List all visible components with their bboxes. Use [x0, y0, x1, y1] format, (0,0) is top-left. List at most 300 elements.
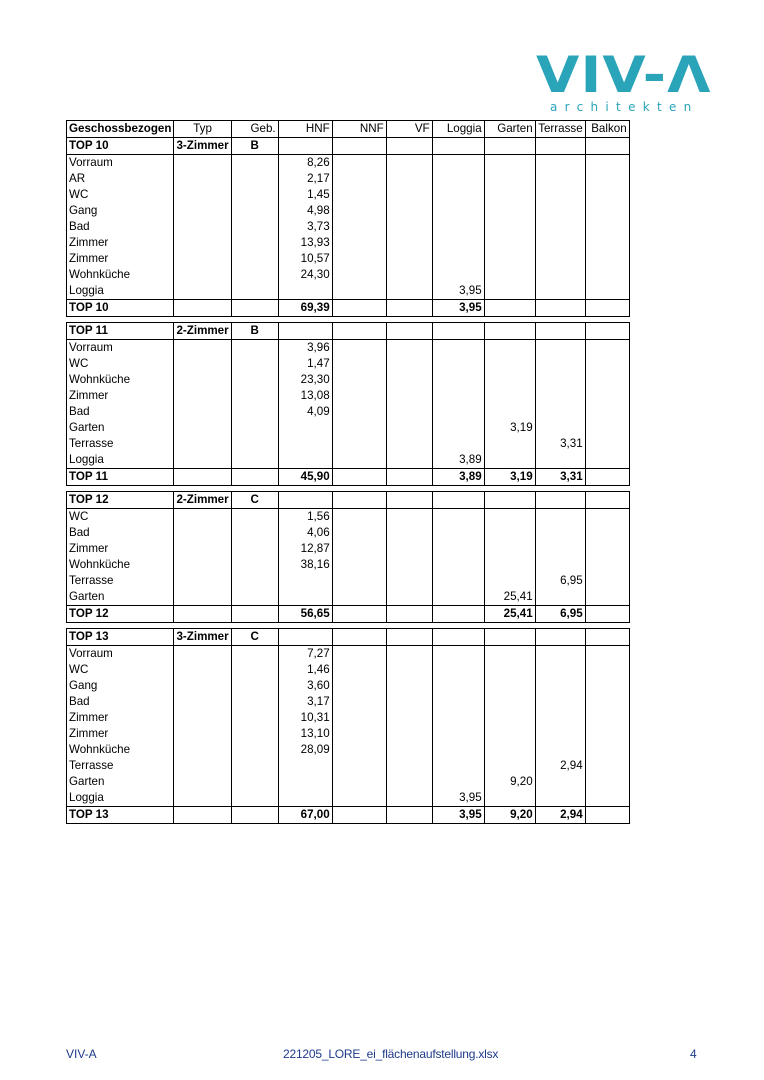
room-hnf [278, 452, 332, 469]
unit-geb: B [231, 138, 278, 155]
footer-filename: 221205_LORE_ei_flächenaufstellung.xlsx [283, 1047, 499, 1061]
room-geb [231, 171, 278, 187]
empty-cell [386, 323, 432, 340]
room-nnf [332, 790, 386, 807]
room-row [67, 573, 630, 589]
room-name: Loggia [67, 283, 174, 300]
room-vf [386, 420, 432, 436]
col-header-vf: VF [386, 121, 432, 138]
room-vf [386, 589, 432, 606]
room-name: Gang [67, 678, 174, 694]
room-name: Zimmer [67, 235, 174, 251]
room-terrasse [535, 420, 585, 436]
room-terrasse [535, 404, 585, 420]
room-nnf [332, 557, 386, 573]
room-nnf [332, 219, 386, 235]
room-row [67, 283, 630, 300]
room-garten [484, 758, 535, 774]
total-garten: 9,20 [484, 807, 535, 824]
empty-cell [386, 138, 432, 155]
room-geb [231, 404, 278, 420]
room-loggia [432, 573, 484, 589]
total-hnf: 67,00 [278, 807, 332, 824]
room-garten [484, 404, 535, 420]
room-terrasse [535, 219, 585, 235]
room-garten [484, 372, 535, 388]
room-hnf: 24,30 [278, 267, 332, 283]
room-typ [174, 388, 231, 404]
room-loggia [432, 372, 484, 388]
room-balkon [585, 790, 629, 807]
room-balkon [585, 694, 629, 710]
room-balkon [585, 283, 629, 300]
empty-cell [535, 629, 585, 646]
room-garten [484, 219, 535, 235]
room-row [67, 678, 630, 694]
total-vf [386, 606, 432, 623]
room-nnf [332, 283, 386, 300]
room-vf [386, 742, 432, 758]
room-nnf [332, 726, 386, 742]
room-vf [386, 372, 432, 388]
room-hnf: 10,57 [278, 251, 332, 267]
room-name: Garten [67, 589, 174, 606]
room-nnf [332, 203, 386, 219]
room-row [67, 235, 630, 251]
total-name: TOP 10 [67, 300, 174, 317]
room-loggia [432, 187, 484, 203]
room-hnf: 28,09 [278, 742, 332, 758]
room-vf [386, 203, 432, 219]
room-geb [231, 388, 278, 404]
room-row [67, 404, 630, 420]
empty-cell [535, 138, 585, 155]
room-loggia [432, 589, 484, 606]
room-vf [386, 356, 432, 372]
room-name: Bad [67, 694, 174, 710]
unit-name: TOP 13 [67, 629, 174, 646]
room-vf [386, 758, 432, 774]
room-hnf [278, 774, 332, 790]
room-balkon [585, 509, 629, 526]
room-garten [484, 694, 535, 710]
empty-cell [332, 629, 386, 646]
unit-typ: 2-Zimmer [174, 323, 231, 340]
total-geb [231, 606, 278, 623]
room-hnf: 38,16 [278, 557, 332, 573]
room-hnf: 10,31 [278, 710, 332, 726]
room-name: Loggia [67, 452, 174, 469]
area-table [66, 120, 630, 824]
room-terrasse: 3,31 [535, 436, 585, 452]
room-vf [386, 557, 432, 573]
room-terrasse [535, 267, 585, 283]
room-vf [386, 726, 432, 742]
total-nnf [332, 469, 386, 486]
logo-subtitle: architekten [550, 100, 699, 114]
room-garten [484, 710, 535, 726]
empty-cell [278, 323, 332, 340]
total-vf [386, 807, 432, 824]
room-hnf [278, 436, 332, 452]
unit-geb: C [231, 492, 278, 509]
room-typ [174, 790, 231, 807]
room-geb [231, 420, 278, 436]
room-name: Wohnküche [67, 372, 174, 388]
total-nnf [332, 807, 386, 824]
room-vf [386, 404, 432, 420]
room-balkon [585, 187, 629, 203]
room-garten: 25,41 [484, 589, 535, 606]
room-nnf [332, 758, 386, 774]
room-nnf [332, 235, 386, 251]
room-name: Vorraum [67, 646, 174, 663]
room-name: Zimmer [67, 388, 174, 404]
room-garten [484, 251, 535, 267]
room-loggia [432, 203, 484, 219]
room-vf [386, 155, 432, 172]
unit-total-row [67, 300, 630, 317]
room-hnf: 2,17 [278, 171, 332, 187]
room-typ [174, 646, 231, 663]
room-vf [386, 541, 432, 557]
room-row [67, 726, 630, 742]
total-geb [231, 807, 278, 824]
room-garten [484, 662, 535, 678]
room-typ [174, 541, 231, 557]
room-nnf [332, 171, 386, 187]
room-balkon [585, 356, 629, 372]
room-typ [174, 589, 231, 606]
room-balkon [585, 662, 629, 678]
room-geb [231, 678, 278, 694]
room-name: Wohnküche [67, 557, 174, 573]
total-balkon [585, 807, 629, 824]
room-loggia [432, 758, 484, 774]
room-loggia [432, 171, 484, 187]
empty-cell [278, 629, 332, 646]
room-row [67, 774, 630, 790]
room-typ [174, 171, 231, 187]
room-geb [231, 155, 278, 172]
room-geb [231, 589, 278, 606]
room-nnf [332, 187, 386, 203]
room-typ [174, 678, 231, 694]
room-loggia [432, 710, 484, 726]
empty-cell [484, 629, 535, 646]
room-typ [174, 710, 231, 726]
room-vf [386, 774, 432, 790]
room-loggia [432, 694, 484, 710]
room-row [67, 694, 630, 710]
room-nnf [332, 710, 386, 726]
room-row [67, 509, 630, 526]
room-garten [484, 452, 535, 469]
room-terrasse [535, 790, 585, 807]
room-garten [484, 436, 535, 452]
room-name: WC [67, 187, 174, 203]
empty-cell [585, 629, 629, 646]
room-geb [231, 541, 278, 557]
room-balkon [585, 372, 629, 388]
room-typ [174, 420, 231, 436]
room-hnf: 4,98 [278, 203, 332, 219]
room-name: Garten [67, 774, 174, 790]
room-vf [386, 710, 432, 726]
room-nnf [332, 694, 386, 710]
empty-cell [386, 492, 432, 509]
room-balkon [585, 589, 629, 606]
room-nnf [332, 436, 386, 452]
unit-typ: 2-Zimmer [174, 492, 231, 509]
total-loggia: 3,95 [432, 807, 484, 824]
room-terrasse [535, 235, 585, 251]
room-hnf: 8,26 [278, 155, 332, 172]
total-loggia: 3,89 [432, 469, 484, 486]
room-geb [231, 662, 278, 678]
empty-cell [535, 492, 585, 509]
total-terrasse: 3,31 [535, 469, 585, 486]
room-vf [386, 646, 432, 663]
unit-name: TOP 11 [67, 323, 174, 340]
total-loggia [432, 606, 484, 623]
unit-name: TOP 10 [67, 138, 174, 155]
room-garten [484, 790, 535, 807]
room-vf [386, 267, 432, 283]
room-row [67, 372, 630, 388]
room-balkon [585, 340, 629, 357]
room-garten [484, 678, 535, 694]
room-terrasse [535, 452, 585, 469]
empty-cell [432, 323, 484, 340]
room-loggia: 3,89 [432, 452, 484, 469]
room-hnf [278, 790, 332, 807]
room-loggia [432, 509, 484, 526]
room-hnf: 3,73 [278, 219, 332, 235]
room-nnf [332, 662, 386, 678]
room-geb [231, 790, 278, 807]
room-geb [231, 758, 278, 774]
room-balkon [585, 171, 629, 187]
room-garten: 3,19 [484, 420, 535, 436]
total-vf [386, 300, 432, 317]
footer-page-number: 4 [690, 1047, 697, 1061]
room-loggia [432, 726, 484, 742]
table-header-row [67, 121, 630, 138]
unit-header-row [67, 492, 630, 509]
room-terrasse [535, 710, 585, 726]
empty-cell [484, 492, 535, 509]
room-loggia [432, 356, 484, 372]
room-row [67, 187, 630, 203]
room-nnf [332, 509, 386, 526]
room-nnf [332, 774, 386, 790]
room-row [67, 203, 630, 219]
room-loggia [432, 420, 484, 436]
room-row [67, 340, 630, 357]
room-typ [174, 742, 231, 758]
room-name: Gang [67, 203, 174, 219]
room-geb [231, 726, 278, 742]
room-garten [484, 525, 535, 541]
company-logo [536, 46, 712, 116]
unit-name: TOP 12 [67, 492, 174, 509]
empty-cell [432, 629, 484, 646]
unit-total-row [67, 807, 630, 824]
room-loggia: 3,95 [432, 283, 484, 300]
room-terrasse: 2,94 [535, 758, 585, 774]
room-hnf [278, 589, 332, 606]
room-terrasse [535, 541, 585, 557]
room-name: WC [67, 509, 174, 526]
empty-cell [585, 138, 629, 155]
room-nnf [332, 251, 386, 267]
empty-cell [278, 492, 332, 509]
room-garten [484, 509, 535, 526]
room-nnf [332, 678, 386, 694]
room-vf [386, 219, 432, 235]
room-typ [174, 525, 231, 541]
col-header-hnf: HNF [278, 121, 332, 138]
room-loggia [432, 525, 484, 541]
col-header-nnf: NNF [332, 121, 386, 138]
col-header-typ: Typ [174, 121, 231, 138]
room-hnf [278, 573, 332, 589]
room-row [67, 219, 630, 235]
room-loggia [432, 155, 484, 172]
room-hnf [278, 420, 332, 436]
room-garten [484, 187, 535, 203]
room-name: Bad [67, 525, 174, 541]
room-geb [231, 372, 278, 388]
room-geb [231, 646, 278, 663]
room-row [67, 525, 630, 541]
room-vf [386, 790, 432, 807]
room-geb [231, 452, 278, 469]
room-loggia [432, 662, 484, 678]
room-loggia [432, 251, 484, 267]
unit-typ: 3-Zimmer [174, 138, 231, 155]
room-geb [231, 525, 278, 541]
room-typ [174, 219, 231, 235]
room-typ [174, 694, 231, 710]
room-garten [484, 171, 535, 187]
room-balkon [585, 710, 629, 726]
room-vf [386, 509, 432, 526]
room-row [67, 155, 630, 172]
room-row [67, 436, 630, 452]
room-terrasse [535, 388, 585, 404]
room-row [67, 557, 630, 573]
room-hnf: 1,56 [278, 509, 332, 526]
total-typ [174, 606, 231, 623]
total-hnf: 56,65 [278, 606, 332, 623]
unit-total-row [67, 469, 630, 486]
room-garten [484, 155, 535, 172]
room-loggia [432, 774, 484, 790]
room-hnf: 1,47 [278, 356, 332, 372]
room-loggia [432, 742, 484, 758]
room-terrasse [535, 742, 585, 758]
room-terrasse [535, 251, 585, 267]
room-geb [231, 235, 278, 251]
room-garten [484, 646, 535, 663]
total-nnf [332, 300, 386, 317]
room-vf [386, 452, 432, 469]
room-balkon [585, 726, 629, 742]
room-nnf [332, 372, 386, 388]
total-hnf: 69,39 [278, 300, 332, 317]
room-balkon [585, 742, 629, 758]
room-terrasse [535, 678, 585, 694]
col-header-balkon: Balkon [585, 121, 629, 138]
room-row [67, 452, 630, 469]
room-vf [386, 187, 432, 203]
room-balkon [585, 235, 629, 251]
room-typ [174, 340, 231, 357]
room-garten [484, 267, 535, 283]
room-typ [174, 774, 231, 790]
room-garten [484, 742, 535, 758]
room-geb [231, 251, 278, 267]
room-balkon [585, 219, 629, 235]
room-name: WC [67, 356, 174, 372]
total-hnf: 45,90 [278, 469, 332, 486]
col-header-geb: Geb. [231, 121, 278, 138]
room-loggia [432, 219, 484, 235]
total-geb [231, 300, 278, 317]
room-typ [174, 187, 231, 203]
room-terrasse [535, 694, 585, 710]
room-nnf [332, 742, 386, 758]
room-name: Vorraum [67, 340, 174, 357]
room-row [67, 646, 630, 663]
room-nnf [332, 589, 386, 606]
room-terrasse [535, 509, 585, 526]
room-geb [231, 219, 278, 235]
room-nnf [332, 420, 386, 436]
total-balkon [585, 469, 629, 486]
room-balkon [585, 541, 629, 557]
room-terrasse [535, 646, 585, 663]
room-balkon [585, 525, 629, 541]
col-header-terrasse: Terrasse [535, 121, 585, 138]
total-loggia: 3,95 [432, 300, 484, 317]
empty-cell [332, 323, 386, 340]
room-hnf: 7,27 [278, 646, 332, 663]
room-nnf [332, 267, 386, 283]
room-geb [231, 573, 278, 589]
room-geb [231, 742, 278, 758]
room-name: Wohnküche [67, 742, 174, 758]
room-hnf: 1,45 [278, 187, 332, 203]
room-hnf: 3,96 [278, 340, 332, 357]
room-terrasse [535, 589, 585, 606]
room-row [67, 388, 630, 404]
room-vf [386, 283, 432, 300]
room-garten [484, 573, 535, 589]
room-garten [484, 356, 535, 372]
room-balkon [585, 646, 629, 663]
room-balkon [585, 155, 629, 172]
total-garten: 3,19 [484, 469, 535, 486]
room-geb [231, 774, 278, 790]
room-typ [174, 155, 231, 172]
total-balkon [585, 606, 629, 623]
room-typ [174, 452, 231, 469]
col-header-garten: Garten [484, 121, 535, 138]
room-name: Wohnküche [67, 267, 174, 283]
